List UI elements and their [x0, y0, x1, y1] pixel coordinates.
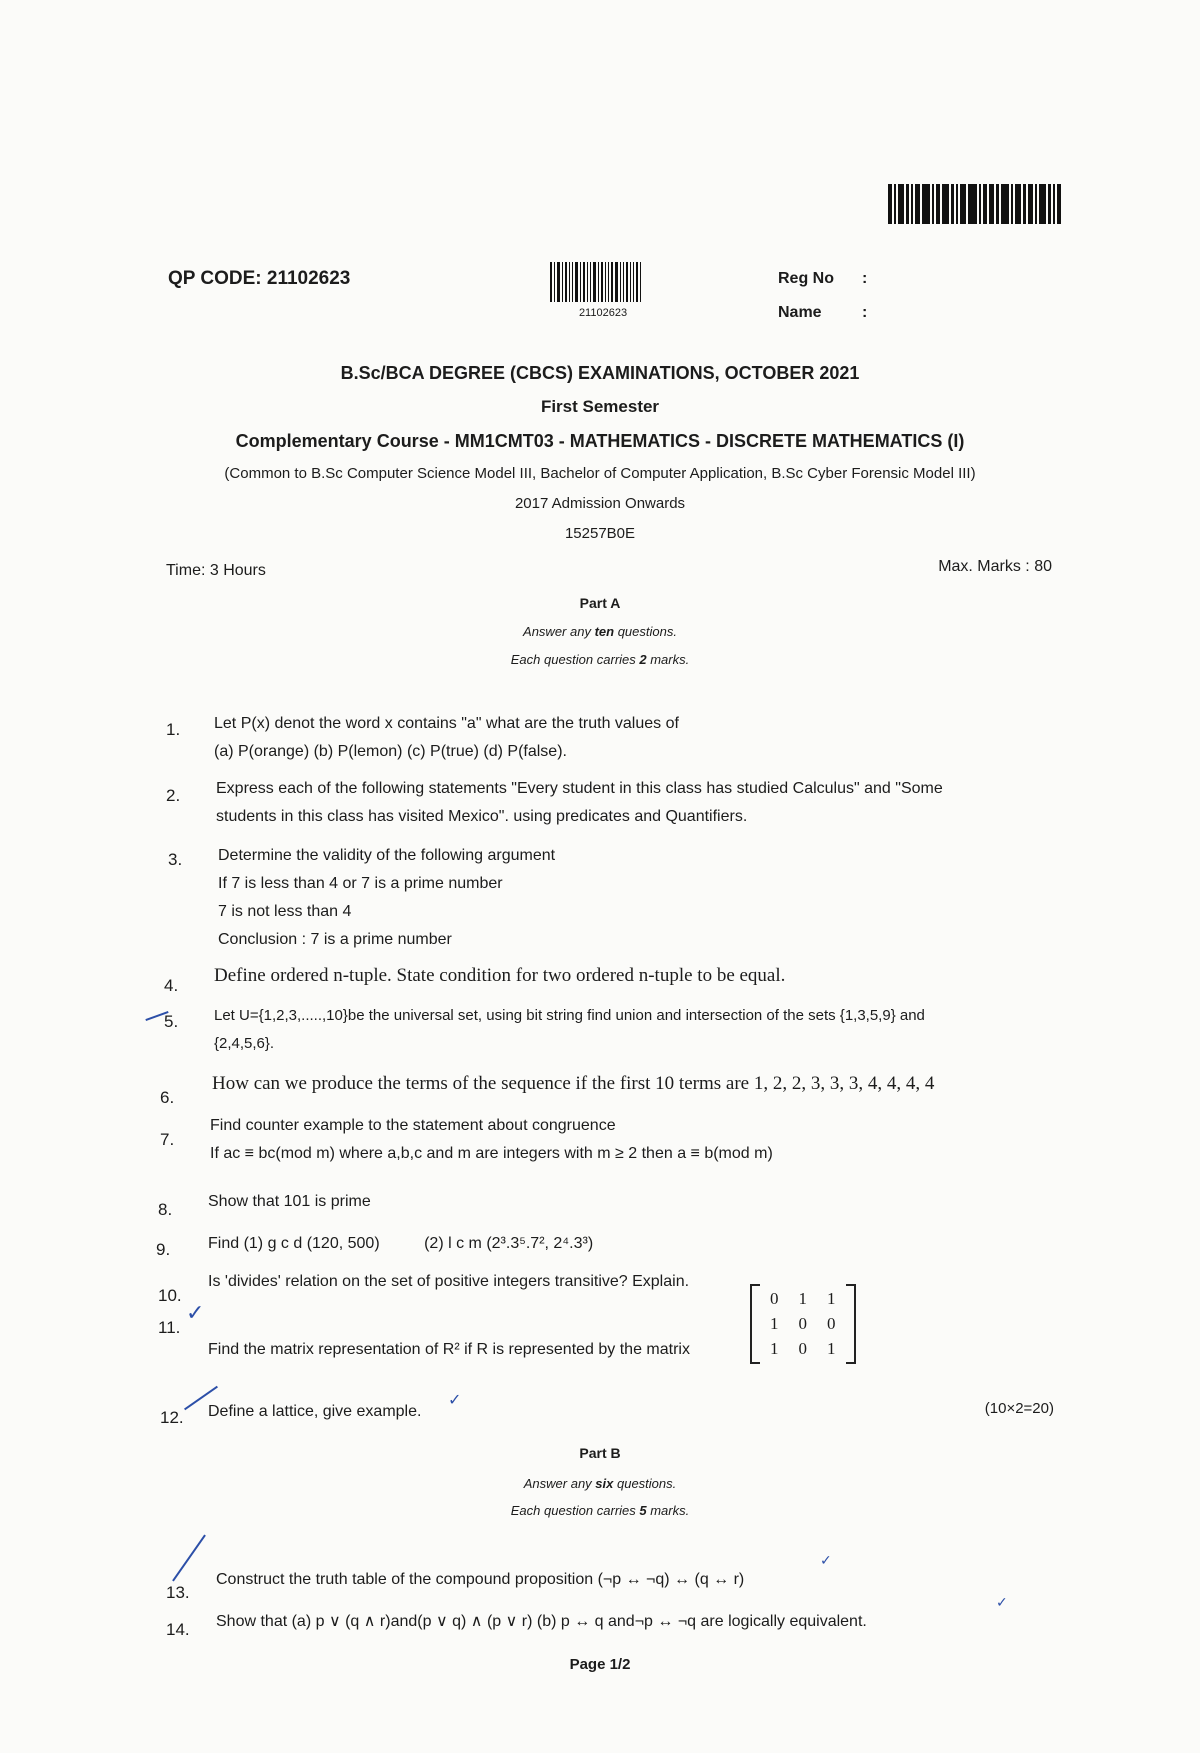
tick-mark-icon: ✓ — [448, 1392, 462, 1409]
matrix-cell: 1 — [827, 1339, 836, 1358]
exam-course: Complementary Course - MM1CMT03 - MATHEMATICS - DISCRETE MATHEMATICS (I) — [235, 431, 965, 451]
question-text: Is 'divides' relation on the set of positive integers transitive? Explain. — [208, 1273, 690, 1290]
question-number: 11. — [158, 1318, 181, 1337]
question-text: How can we produce the terms of the sequence if the first 10 terms are 1, 2, 2, 3, 3, 3, 4, 4, 4, 4 — [212, 1073, 935, 1094]
matrix-cell: 0 — [770, 1289, 779, 1308]
question-number: 1. — [166, 720, 181, 739]
exam-code: 15257B0E — [564, 525, 636, 542]
part-a-marks: Each question carries 2 marks. — [510, 652, 690, 667]
question-text: Construct the truth table of the compound proposition (¬p ↔ ¬q) ↔ (q ↔ r) — [216, 1571, 745, 1588]
question-text: Determine the validity of the following argument If 7 is less than 4 or 7 is a prime number 7 is not less than 4 Conclusion : 7 is a prime number — [218, 847, 556, 948]
part-a-instruction: Answer any ten questions. — [523, 624, 677, 639]
question-text: Define ordered n-tuple. State condition for two ordered n-tuple to be equal. — [214, 965, 786, 986]
exam-common-to: (Common to B.Sc Computer Science Model III, Bachelor of Computer Application, B.Sc Cyber Forensic Model III) — [224, 465, 976, 482]
matrix-cell: 1 — [770, 1339, 779, 1358]
top-barcode — [888, 184, 1078, 224]
question-text: Let P(x) denot the word x contains "a" what are the truth values of (a) P(orange) (b) P(lemon) (c) P(true) (d) P(false). — [214, 715, 679, 760]
pen-stroke — [172, 1534, 206, 1581]
question-text: Let U={1,2,3,.....,10}be the universal set, using bit string find union and intersection of the sets {1,3,5,9} and {2,4,5,6}. — [214, 1007, 925, 1052]
matrix-cell: 1 — [827, 1289, 836, 1308]
page-number: Page 1/2 — [569, 1656, 631, 1673]
question-number: 5. — [164, 1012, 179, 1031]
question-number: 2. — [166, 786, 181, 805]
matrix-cell: 0 — [798, 1339, 807, 1358]
part-b-title: Part B — [579, 1445, 621, 1461]
question-number: 13. — [166, 1583, 190, 1602]
question-text: Define a lattice, give example. — [208, 1403, 422, 1420]
matrix-cell: 1 — [798, 1289, 807, 1308]
qp-barcode-number: 21102623 — [578, 307, 628, 319]
exam-title: B.Sc/BCA DEGREE (CBCS) EXAMINATIONS, OCTOBER 2021 — [340, 363, 860, 383]
question-text: Show that 101 is prime — [208, 1193, 371, 1210]
name-colon: : — [862, 304, 868, 321]
exam-max-marks: Max. Marks : 80 — [938, 558, 1052, 575]
question-text: Find counter example to the statement about congruence If ac ≡ bc(mod m) where a,b,c and m are integers with m ≥ 2 then a ≡ b(mod m) — [210, 1117, 773, 1162]
part-a-total: (10×2=20) — [984, 1400, 1054, 1417]
matrix-cell: 1 — [770, 1314, 779, 1333]
name-label: Name — [778, 304, 822, 321]
qp-code: QP CODE: 21102623 — [168, 268, 351, 289]
relation-matrix — [750, 1284, 856, 1364]
question-number: 4. — [164, 976, 179, 995]
question-number: 14. — [166, 1620, 190, 1639]
tick-mark-icon: ✓ — [186, 1300, 205, 1325]
question-number: 3. — [168, 850, 183, 869]
question-text: Express each of the following statements "Every student in this class has studied Calculus" and "Some students in this class has visited Mexico". using predicates and Quantifiers. — [216, 780, 943, 825]
matrix-cell: 0 — [798, 1314, 807, 1333]
question-number: 6. — [160, 1088, 175, 1107]
exam-semester: First Semester — [540, 397, 660, 416]
question-number: 7. — [160, 1130, 175, 1149]
exam-admission: 2017 Admission Onwards — [514, 495, 686, 512]
question-number: 12. — [160, 1408, 184, 1427]
exam-time: Time: 3 Hours — [166, 562, 266, 579]
qp-barcode — [550, 262, 656, 302]
part-b-instruction: Answer any six questions. — [523, 1476, 677, 1491]
question-text: Show that (a) p ∨ (q ∧ r)and(p ∨ q) ∧ (p ∨ r) (b) p ↔ q and¬p ↔ ¬q are logically equivalent. — [216, 1613, 867, 1630]
part-a-title: Part A — [579, 595, 621, 611]
reg-no-label: Reg No — [778, 270, 834, 287]
tick-mark-icon: ✓ — [820, 1552, 832, 1568]
question-text: Find the matrix representation of R² if R is represented by the matrix — [208, 1341, 690, 1358]
tick-mark-icon: ✓ — [996, 1594, 1008, 1610]
reg-no-colon: : — [862, 270, 868, 287]
matrix-cell: 0 — [827, 1314, 836, 1333]
question-number: 10. — [158, 1286, 182, 1305]
question-text: Find (1) g c d (120, 500) (2) l c m (2³.3⁵.7², 2⁴.3³) — [208, 1235, 594, 1252]
question-number: 8. — [158, 1200, 173, 1219]
question-number: 9. — [156, 1240, 171, 1259]
part-b-marks: Each question carries 5 marks. — [510, 1503, 690, 1518]
